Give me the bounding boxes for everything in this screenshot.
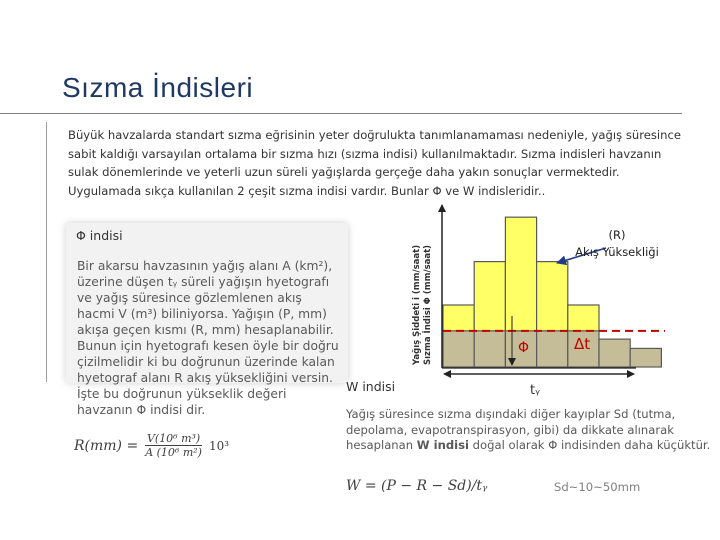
bar-runoff-3 — [505, 217, 536, 331]
slide-title: Sızma İndisleri — [62, 72, 254, 103]
runoff-formula-denominator: A (10⁶ m²) — [145, 446, 202, 459]
runoff-formula-numerator: V(10⁶ m³) — [146, 432, 201, 445]
w-index-formula: W = (P − R − Sd)/tᵧ — [346, 478, 488, 494]
runoff-label-symbol: (R) — [608, 228, 626, 242]
bar-runoff-5 — [568, 305, 599, 331]
y-axis-label-intensity: Yağış Şiddeti i (mm/saat) — [412, 244, 422, 365]
runoff-formula-lhs: R(mm) = — [74, 437, 139, 454]
bar-infiltration-4 — [537, 331, 568, 367]
bar-infiltration-2 — [474, 331, 505, 367]
y-axis-label-phi: Sızma İndisi Φ (mm/saat) — [423, 244, 433, 365]
phi-section-text: Bir akarsu havzasının yağış alanı A (km²), üzerine düşen tᵧ süreli yağışın hyetografı ve yağış süresince gözlemlenen akış hacmi V (m³) biliniyorsa. Yağışın (P, mm) akışa geçen kısmı (R, mm) hesaplanabilir. Bunun için hyetografı kesen öyle bir doğru çizilmelidir ki bu doğrunun üzerinde kalan hyetograf alanı R akış yüksekliğini versin. İşte bu doğrunun yükseklik değeri havzanın Φ indisi dir. — [77, 259, 339, 417]
bar-runoff-1 — [443, 305, 474, 331]
bar-infiltration-6 — [599, 339, 630, 367]
runoff-label-text: Akış Yüksekliği — [575, 245, 659, 259]
intro-paragraph: Büyük havzalarda standart sızma eğrisinin yeter doğrulukta tanımlanamaması nedeniyle, yağış süresince sabit kaldığı varsayılan ortalama bir sızma hızı (sızma indisi) kullanılmaktadır. Sızma indisleri havzanın sulak dönemlerinde ve yeterli uzun süreli yağışlarda gerçeğe daha yakın sonuçlar vermektedir. Uygulamada sıkça kullanılan 2 çeşit sızma indisi vardır. Bunlar Φ ve W indisleridir.. — [68, 128, 681, 198]
duration-symbol: tᵧ — [530, 383, 540, 398]
w-text-part2: doğal olarak Φ indisinden daha küçüktür. — [469, 438, 711, 452]
bar-infiltration-1 — [443, 331, 474, 367]
phi-section-heading: Φ indisi — [76, 228, 123, 243]
phi-symbol: Φ — [518, 340, 530, 356]
w-section-heading: W indisi — [346, 379, 396, 394]
sd-range-note: Sd~10~50mm — [554, 480, 641, 494]
w-text-part1: Yağış süresince sızma dışındaki diğer kayıplar Sd (tutma, depolama, evapotranspirasyon, gibi) da dikkate alınarak hesaplanan — [346, 407, 676, 452]
bar-infiltration-7 — [630, 348, 661, 367]
bar-runoff-4 — [537, 262, 568, 331]
bars-infiltration-layer — [443, 331, 661, 367]
runoff-formula-factor: 10³ — [208, 438, 230, 453]
delta-t-symbol: Δt — [574, 335, 591, 353]
w-text-bold: W indisi — [416, 438, 469, 452]
runoff-label — [563, 227, 671, 261]
bar-runoff-2 — [474, 262, 505, 331]
